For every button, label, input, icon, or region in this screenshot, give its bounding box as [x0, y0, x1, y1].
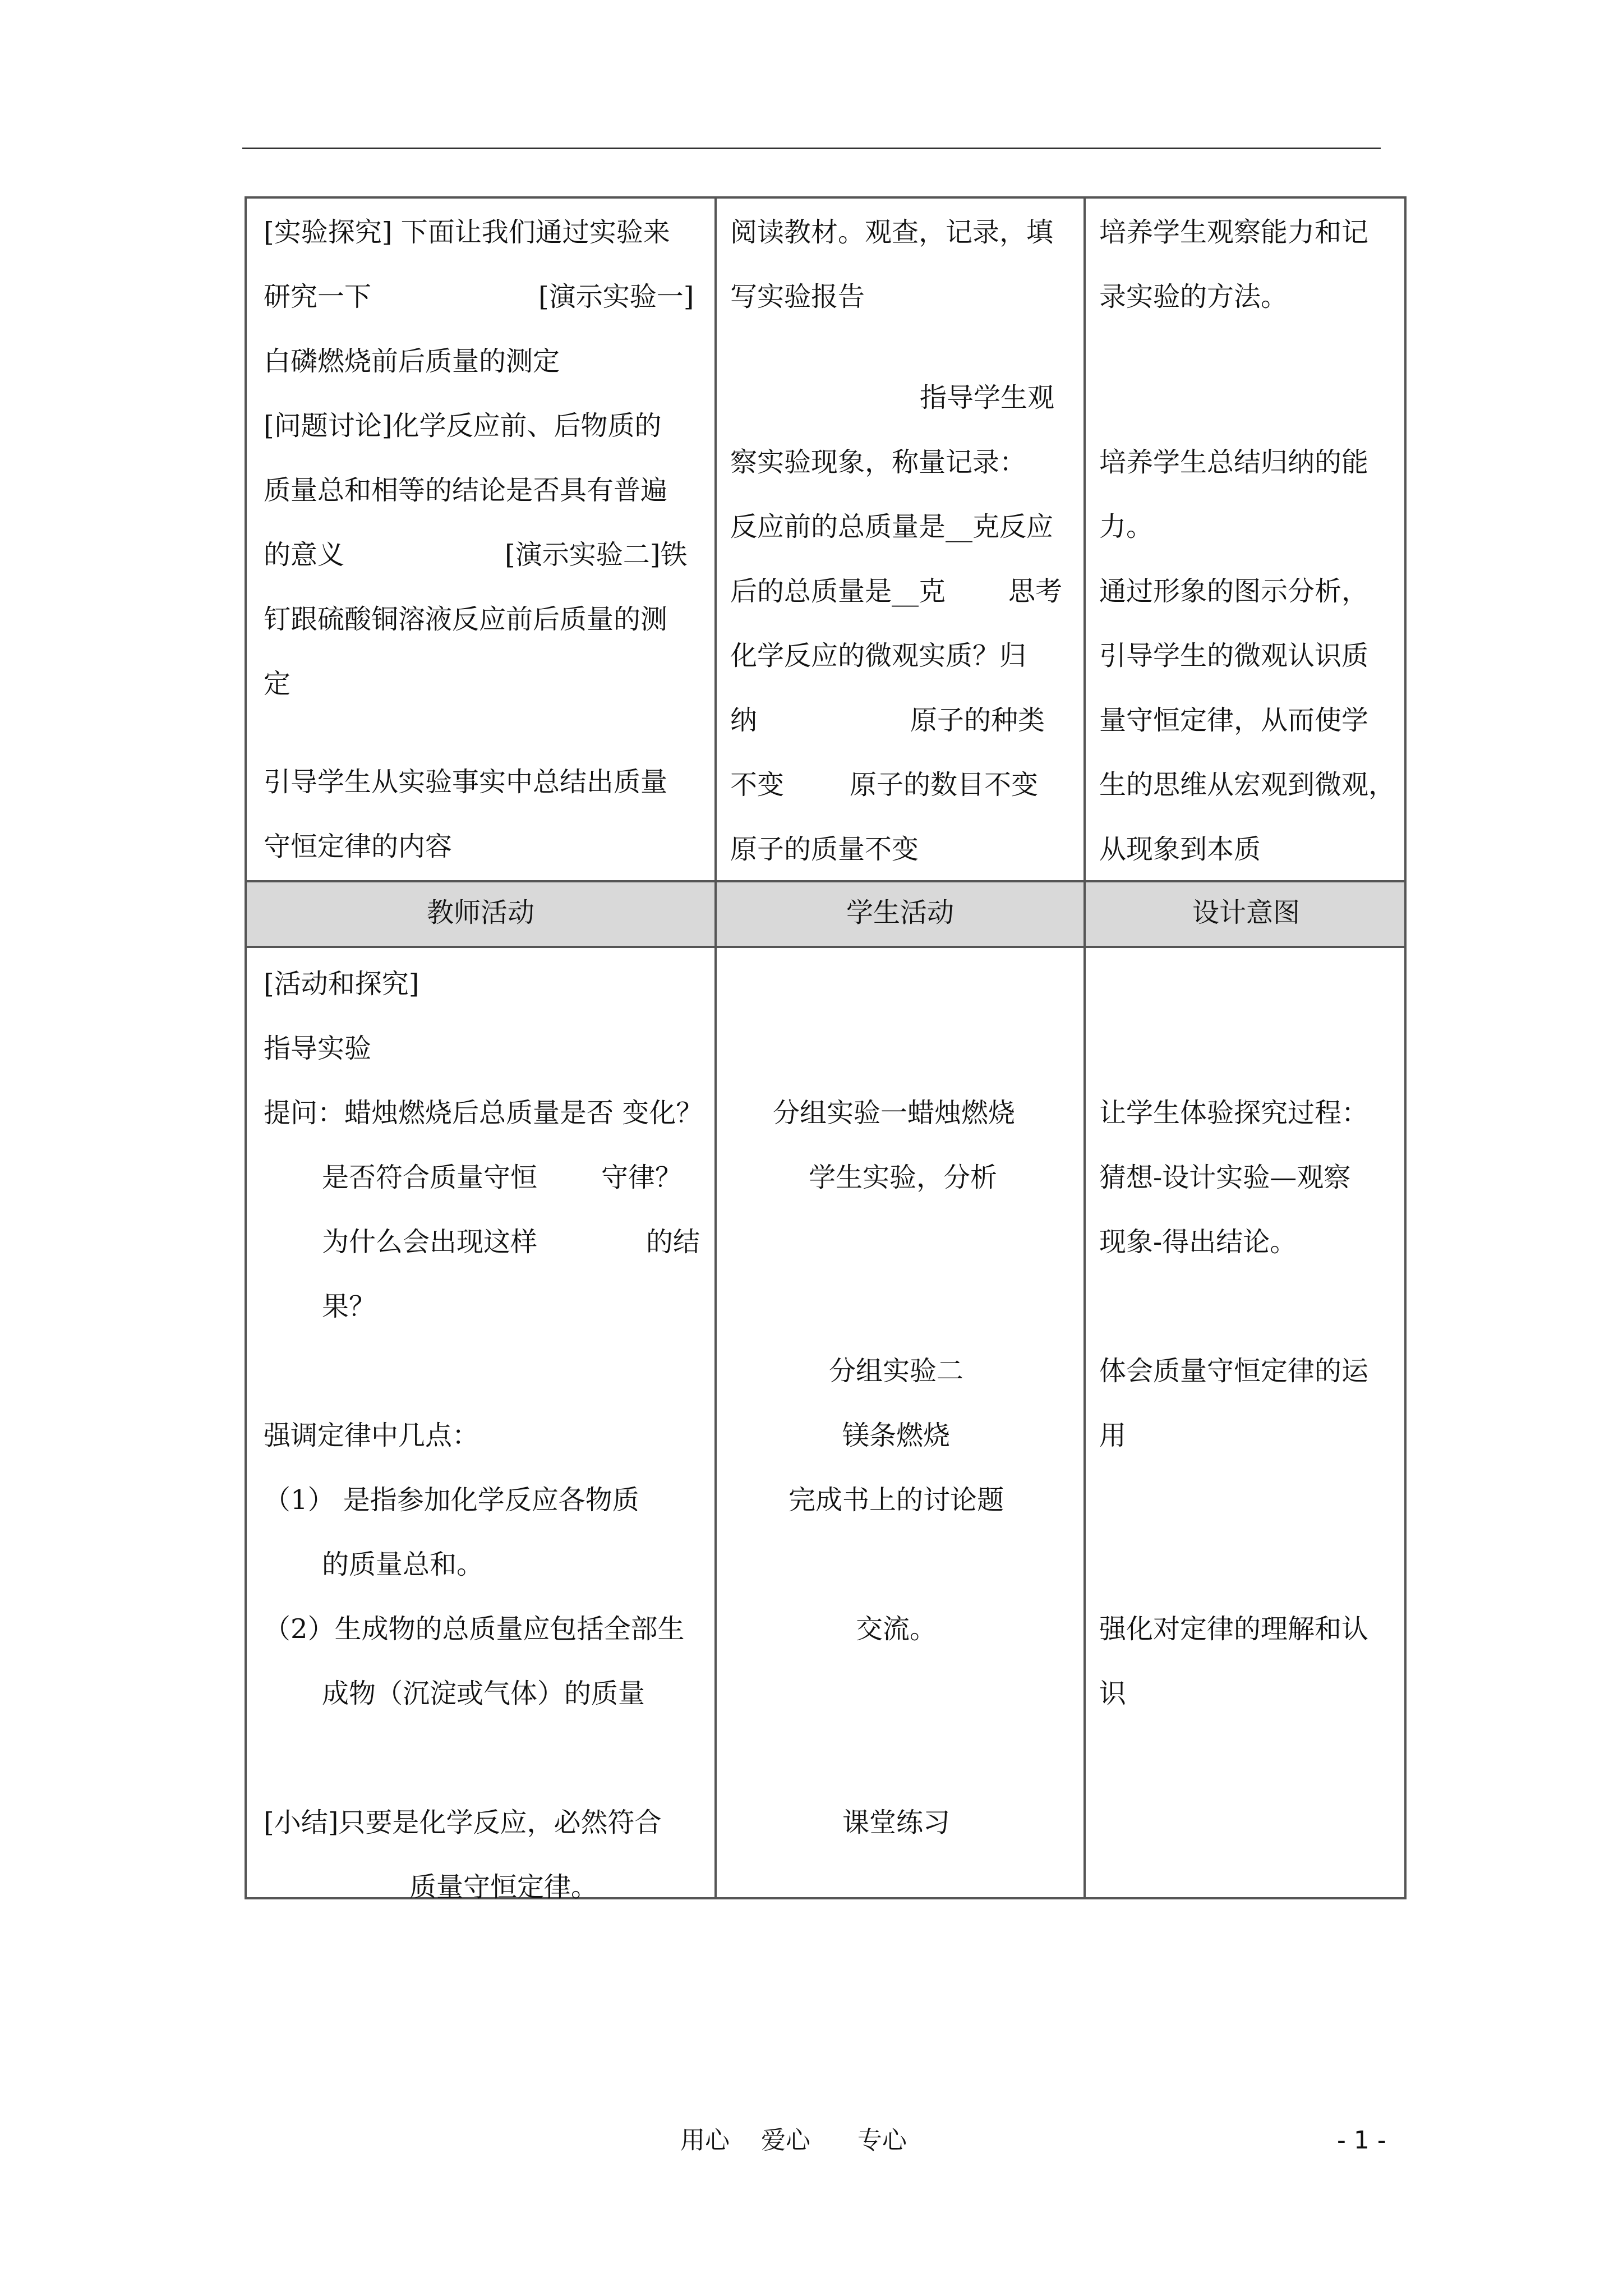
student-text-line: 交流。 [856, 1613, 937, 1645]
student-text-line: 写实验报告 [730, 281, 865, 312]
teacher-text-line: [活动和探究] [264, 968, 419, 1000]
teacher-text-line: 强调定律中几点： [264, 1420, 479, 1451]
student-text-line: 完成书上的讨论题 [789, 1484, 1004, 1516]
teacher-text-line: 白磷燃烧前后质量的测定 [264, 346, 560, 377]
teacher-text-line: 质量总和相等的结论是否具有普遍 [264, 475, 668, 506]
intent-text-line: 从现象到本质 [1099, 834, 1261, 865]
teacher-text-line: 的结 [646, 1226, 700, 1258]
intent-text-line: 录实验的方法。 [1099, 281, 1288, 312]
lesson-plan-table [245, 196, 1407, 1903]
intent-text-line: 通过形象的图示分析， [1099, 576, 1369, 607]
teacher-text-line: 的意义 [264, 539, 345, 570]
row-divider [247, 946, 1404, 948]
intent-text-line: 培养学生总结归纳的能 [1099, 447, 1369, 478]
teacher-text-line: [演示实验二]铁 [505, 539, 688, 570]
intent-text-line: 量守恒定律，从而使学 [1099, 705, 1369, 736]
intent-text-line: 识 [1099, 1678, 1127, 1709]
student-text-line: 分组实验二 [829, 1355, 964, 1387]
page-number: - 1 - [1337, 2126, 1386, 2155]
teacher-text-line: 守恒定律的内容 [264, 831, 453, 862]
intent-text-line: 力。 [1099, 511, 1154, 542]
student-text-line: 指导学生观 [920, 382, 1055, 413]
teacher-text-line: （1） 是指参加化学反应各物质 [264, 1484, 639, 1516]
column-divider [714, 199, 717, 1897]
student-text-line: 思考 [1008, 576, 1063, 607]
teacher-text-line: 为什么会出现这样 [322, 1226, 538, 1258]
teacher-text-line: 指导实验 [264, 1033, 372, 1064]
student-text-line: 原子的质量不变 [730, 834, 919, 865]
teacher-text-line: [小结]只要是化学反应，必然符合 [264, 1807, 662, 1838]
header-teacher-activity: 教师活动 [426, 897, 534, 928]
student-text-line: 镁条燃烧 [842, 1420, 951, 1451]
teacher-text-line: 提问：蜡烛燃烧后总质量是否 变化？ [264, 1097, 703, 1129]
footer-motto: 用心 爱心 专心 [680, 2126, 907, 2155]
student-text-line: 课堂练习 [842, 1807, 951, 1838]
teacher-text-line: 守律？ [601, 1162, 683, 1193]
intent-text-line: 让学生体验探究过程： [1099, 1097, 1369, 1129]
student-text-line: 纳 [730, 705, 758, 736]
teacher-text-line: （2）生成物的总质量应包括全部生 [264, 1613, 685, 1645]
intent-text-line: 现象-得出结论。 [1099, 1226, 1297, 1258]
teacher-text-line: [演示实验一] [538, 281, 694, 312]
student-text-line: 察实验现象，称量记录： [730, 447, 1027, 478]
student-text-line: 学生实验，分析 [809, 1162, 998, 1193]
teacher-text-line: 定 [264, 668, 291, 700]
student-text-line: 不变 [730, 769, 785, 800]
teacher-text-line: 质量守恒定律。 [409, 1871, 598, 1903]
teacher-text-line: 引导学生从实验事实中总结出质量 [264, 766, 668, 798]
teacher-text-line: 的质量总和。 [322, 1549, 484, 1580]
teacher-text-line: 研究一下 [264, 281, 372, 312]
teacher-text-line: [实验探究] 下面让我们通过实验来 [264, 217, 670, 248]
intent-text-line: 用 [1099, 1420, 1127, 1451]
student-text-line: 分组实验一蜡烛燃烧 [773, 1097, 1016, 1129]
header-rule [242, 148, 1381, 149]
student-text-line: 反应前的总质量是__克反应 [730, 511, 1054, 542]
teacher-text-line: 是否符合质量守恒 [322, 1162, 538, 1193]
intent-text-line: 强化对定律的理解和认 [1099, 1613, 1369, 1645]
student-text-line: 阅读教材。观查，记录，填 [730, 217, 1054, 248]
header-student-activity: 学生活动 [846, 897, 954, 928]
teacher-text-line: 成物（沉淀或气体）的质量 [322, 1678, 645, 1709]
intent-text-line: 体会质量守恒定律的运 [1099, 1355, 1369, 1387]
teacher-text-line: [问题讨论]化学反应前、后物质的 [264, 410, 662, 441]
teacher-text-line: 钉跟硫酸铜溶液反应前后质量的测 [264, 604, 668, 635]
student-text-line: 化学反应的微观实质？归 [730, 640, 1027, 671]
intent-text-line: 生的思维从宏观到微观， [1099, 769, 1396, 800]
teacher-text-line: 果？ [322, 1291, 376, 1322]
student-text-line: 后的总质量是__克 [730, 576, 946, 607]
column-divider [1083, 199, 1086, 1897]
student-text-line: 原子的数目不变 [850, 769, 1039, 800]
intent-text-line: 培养学生观察能力和记 [1099, 217, 1369, 248]
header-design-intent: 设计意图 [1192, 897, 1300, 928]
intent-text-line: 引导学生的微观认识质 [1099, 640, 1369, 671]
intent-text-line: 猜想-设计实验—观察 [1099, 1162, 1351, 1193]
student-text-line: 原子的种类 [910, 705, 1045, 736]
